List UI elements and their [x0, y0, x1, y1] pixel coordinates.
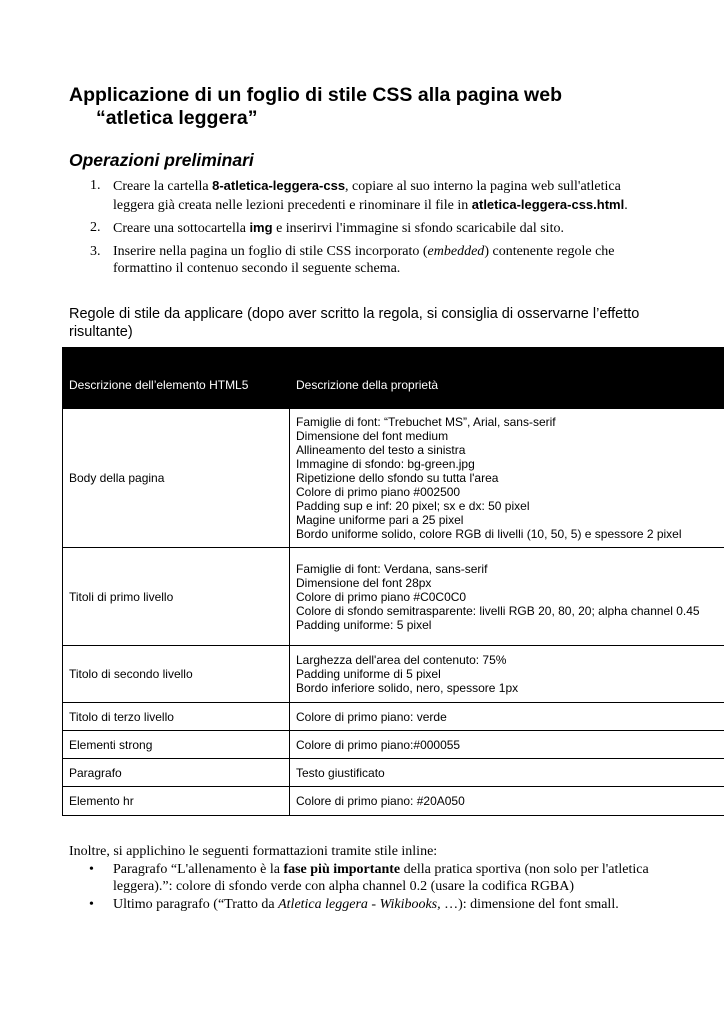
list-item: [69, 861, 669, 896]
header-element-description: Descrizione dell’elemento HTML5: [63, 348, 290, 409]
table-row: [63, 787, 724, 816]
table-row: [63, 548, 724, 646]
property-cell: [290, 646, 724, 703]
property-cell: [290, 759, 724, 787]
step-text: Creare la cartella: [113, 179, 213, 194]
table-row: [63, 731, 724, 759]
property-cell: [290, 731, 724, 759]
step-item: [90, 243, 665, 278]
table-row: [63, 703, 724, 731]
item-text: Paragrafo “L'allenamento è la: [113, 861, 284, 877]
step-text: e inserirvi l'immagine si sfondo scaricabile dal sito.: [272, 221, 564, 236]
step-number: 3.: [90, 243, 101, 259]
step-bold-text: img: [249, 220, 273, 235]
item-text: Ultimo paragrafo (“Tratto da: [113, 896, 279, 912]
step-item: [90, 219, 665, 238]
property-line: Famiglie di font: “Trebuchet MS”, Arial, sans-serif: [296, 415, 556, 429]
item-italic-text: Atletica leggera - Wikibooks,: [278, 896, 441, 912]
step-text: Inserire nella pagina un foglio di stile CSS incorporato (: [113, 243, 428, 259]
step-italic-text: embedded: [427, 243, 485, 259]
bullet-icon: •: [89, 896, 94, 912]
property-cell: [290, 548, 724, 646]
step-text: .: [624, 197, 628, 213]
property-line: Colore di primo piano:#000055: [296, 737, 461, 752]
item-text: della pratica sportiva (non solo per l'atletica leggera).”: colore di sfondo verde con alpha channel 0.2 (usare la codifica RGBA): [113, 861, 649, 894]
property-line: Colore di primo piano #002500: [296, 485, 461, 499]
property-line: Larghezza dell'area del contenuto: 75%: [296, 653, 507, 667]
table-row: [63, 759, 724, 787]
list-item: [69, 896, 669, 914]
element-cell: Elemento hr: [63, 787, 290, 816]
step-text: , copiare al suo interno la pagina web sull'atletica leggera già creata nelle lezioni precedenti e rinominare il file in: [113, 179, 621, 213]
property-line: Padding sup e inf: 20 pixel; sx e dx: 50 pixel: [296, 499, 530, 513]
property-line: Dimensione del font medium: [296, 429, 449, 443]
element-cell: Paragrafo: [63, 759, 290, 787]
element-cell: Titolo di terzo livello: [63, 703, 290, 731]
element-cell: Titoli di primo livello: [63, 548, 290, 646]
property-cell: [290, 787, 724, 816]
property-line: Colore di primo piano #C0C0C0: [296, 589, 467, 604]
property-line: Testo giustificato: [296, 765, 385, 780]
header-property-description: Descrizione della proprietà: [290, 348, 724, 409]
inline-items-list: [69, 861, 669, 914]
property-line: Colore di primo piano: verde: [296, 709, 447, 724]
section-title: Operazioni preliminari: [69, 150, 254, 170]
property-line: Dimensione del font 28px: [296, 575, 432, 590]
step-number: 1.: [90, 178, 101, 193]
step-number: 2.: [90, 220, 101, 235]
element-cell: Body della pagina: [63, 409, 290, 548]
element-cell: Elementi strong: [63, 731, 290, 759]
element-cell: Titolo di secondo livello: [63, 646, 290, 703]
step-text: Creare una sottocartella: [113, 221, 250, 236]
title-line-2: “atletica leggera”: [96, 107, 258, 129]
property-line: Colore di sfondo semitrasparente: livelli RGB 20, 80, 20; alpha channel 0.45: [296, 603, 700, 618]
table-row: [63, 409, 724, 548]
item-bold-text: fase più importante: [283, 861, 401, 877]
property-cell: [290, 409, 724, 548]
property-line: Allineamento del testo a sinistra: [296, 443, 466, 457]
item-text: …): dimensione del font small.: [440, 896, 619, 912]
step-bold-text: atletica-leggera-css.html: [471, 196, 625, 212]
rules-intro: Regole di stile da applicare (dopo aver scritto la regola, si consiglia di osservarne l’effetto risultante): [69, 306, 640, 340]
inline-style-section: [69, 843, 669, 913]
preliminary-steps-list: [90, 177, 665, 283]
table-header-row: [63, 348, 724, 409]
step-text: ) contenente regole che formattino il contenuo secondo il seguente schema.: [113, 243, 615, 276]
step-item: [90, 177, 665, 214]
inline-intro: Inoltre, si applichino le seguenti formattazioni tramite stile inline:: [69, 844, 438, 859]
property-cell: [290, 703, 724, 731]
property-line: Padding uniforme di 5 pixel: [296, 667, 441, 681]
bullet-icon: •: [89, 861, 94, 877]
table-row: [63, 646, 724, 703]
property-line: Ripetizione dello sfondo su tutta l'area: [296, 471, 499, 485]
property-line: Bordo uniforme solido, colore RGB di livelli (10, 50, 5) e spessore 2 pixel: [296, 527, 682, 541]
property-line: Famiglie di font: Verdana, sans-serif: [296, 561, 488, 576]
document-title: [69, 84, 689, 130]
property-line: Colore di primo piano: #20A050: [296, 794, 465, 808]
property-line: Padding uniforme: 5 pixel: [296, 617, 432, 632]
property-line: Immagine di sfondo: bg-green.jpg: [296, 457, 475, 471]
style-rules-table: [62, 347, 724, 816]
property-line: Magine uniforme pari a 25 pixel: [296, 513, 464, 527]
step-bold-text: 8-atletica-leggera-css: [212, 178, 346, 193]
property-line: Bordo inferiore solido, nero, spessore 1px: [296, 681, 519, 695]
title-line-1: Applicazione di un foglio di stile CSS alla pagina web: [69, 84, 562, 106]
